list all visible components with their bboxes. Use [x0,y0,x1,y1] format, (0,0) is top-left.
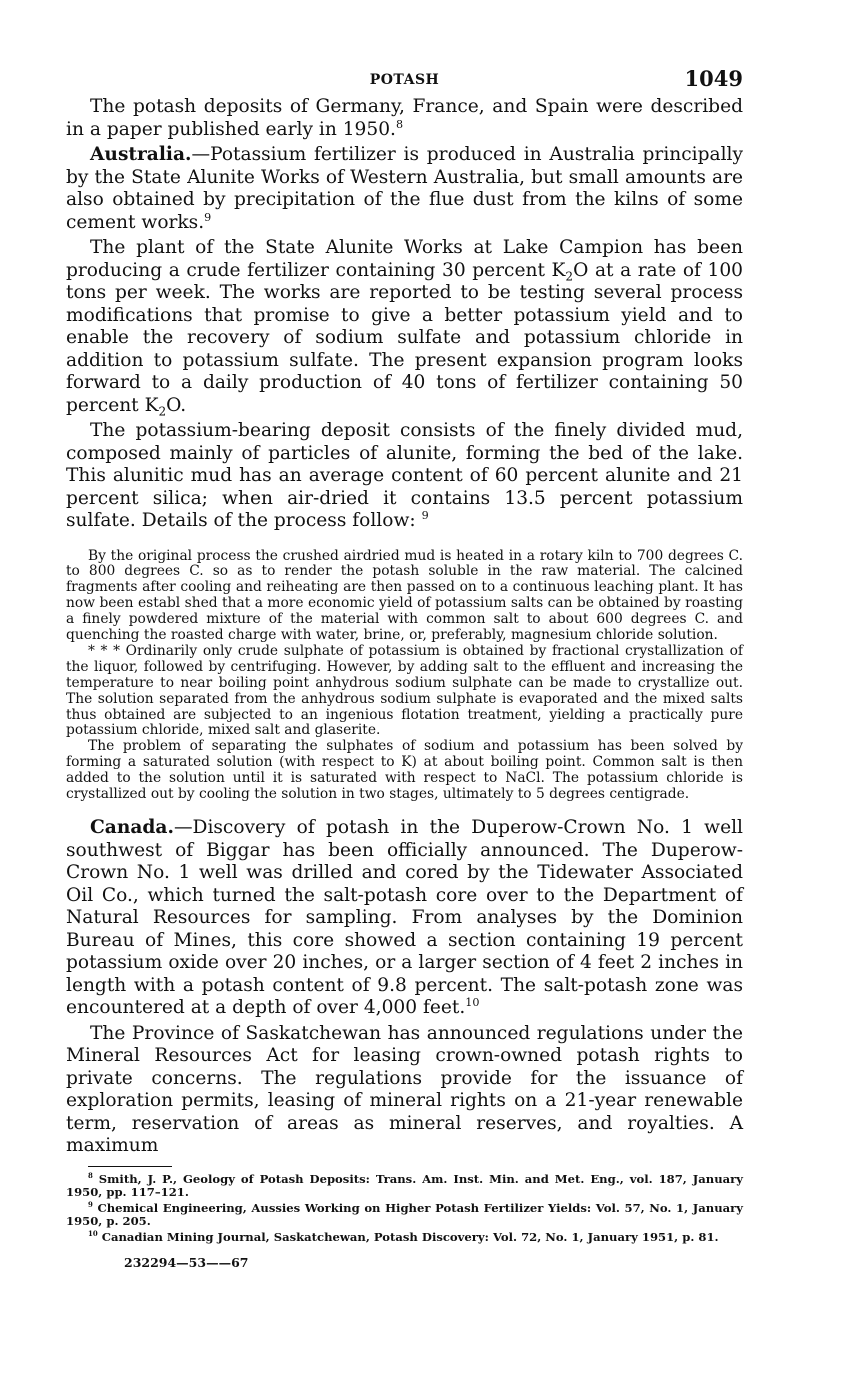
footnote-ref: 9 [421,508,429,522]
extract-paragraph: By the original process the crushed airdried mud is heated in a rotary kiln to 700 degrees C. to 800 degrees C. so as to render the potash soluble in the raw material. The calcined fragments after cooling and reiheating are then passed on to a continuous leaching plant. It has now been establ shed that a more economic yield of potassium salts can be obtained by roasting a finely powdered mixture of the material with common salt to about 600 degrees C. and quenching the roasted charge with water, brine, or, preferably, magnesium chloride solution. [66,547,743,644]
footnote: $^8$ Smith, J. P., Geology of Potash Deposits: Trans. Am. Inst. Min. and Met. Eng., vol. 187, January 1950, pp. 117–121. [66,1170,743,1199]
quoted-extract [66,549,743,804]
paragraph-intro: The potash deposits of Germany, France, and Spain were described in a paper published early in 1950.$^8$ [66,96,743,140]
section-heading-canada: Canada. [90,817,174,838]
paragraph-saskatchewan: The Province of Saskatchewan has announced regulations under the Mineral Resources Act for leasing crown-owned potash rights to private concerns. The regulations provide for the issuance of exploration permits, leasing of mineral rights on a 21-year renewable term, reservation of areas as mineral reserves, and royalties. A maximum [66,1022,743,1156]
footnote-ref: 10 [465,995,480,1009]
print-code: 232294—53——67 [124,1254,249,1270]
paragraph-deposit: The potassium-bearing deposit consists of the finely divided mud, composed mainly of particles of alunite, forming the bed of the lake. This alunitic mud has an average content of 60 percent alunite and 21 percent silica; when air-dried it contains 13.5 percent potassium sulfate. Details of the process follow: $^9$ [66,420,743,531]
page-header [66,62,743,96]
body-text [66,96,743,1158]
extract-paragraph: * * * Ordinarily only crude sulphate of potassium is obtained by fractional crystallization of the liquor, followed by centrifuging. However, by adding salt to the effluent and increasing the temperature to near boiling point anhydrous sodium sulphate can be made to crystallize out. The solution separated from the anhydrous sodium sulphate is evaporated and the mixed salts thus obtained are subjected to an ingenious flotation treatment, yielding a practically pure potassium chloride, mixed salt and glaserite. [66,642,743,739]
section-heading-australia: Australia. [90,144,192,165]
paragraph-lake-campion: The plant of the State Alunite Works at Lake Campion has been producing a crude fertilizer containing 30 percent $K_2O$ at a rate of 100 tons per week. The works are reported to be testing several process modifications that promise to give a better potassium yield and to enable the recovery of sodium sulfate and potassium chloride in addition to potassium sulfate. The present expansion program looks forward to a daily production of 40 tons of fertilizer containing 50 percent $K_2O$. [66,237,743,419]
document-page [66,62,743,1270]
footnote: $^9$ Chemical Engineering, Aussies Working on Higher Potash Fertilizer Yields: Vol. 57, No. 1, January 1950, p. 205. [66,1200,743,1229]
running-title: POTASH [369,72,440,88]
extract-paragraph: The problem of separating the sulphates of sodium and potassium has been solved by forming a saturated solution (with respect to K) at about boiling point. Common salt is then added to the solution until it is saturated with respect to NaCl. The potassium chloride is crystallized out by cooling the solution in two stages, ultimately to 5 degrees centigrade. [66,738,743,803]
footnote-ref: 9 [204,210,212,224]
footnote-ref: 8 [395,117,404,131]
footnote-divider [88,1166,172,1167]
footnote: $^{10}$ Canadian Mining Journal, Saskatchewan, Potash Discovery: Vol. 72, No. 1, January 1951, p. 81. [88,1229,719,1245]
page-number: 1049 [684,66,743,91]
paragraph-australia: Australia.—Potassium fertilizer is produced in Australia principally by the State Alunite Works of Western Australia, but small amounts are also obtained by precipitation of the flue dust from the kilns of some cement works.$^9$ [66,144,743,233]
paragraph-canada: Canada.—Discovery of potash in the Duperow-Crown No. 1 well southwest of Biggar has been officially announced. The Duperow-Crown No. 1 well was drilled and cored by the Tidewater Associated Oil Co., which turned the salt-potash core over to the Department of Natural Resources for sampling. From analyses by the Dominion Bureau of Mines, this core showed a section containing 19 percent potassium oxide over 20 inches, or a larger section of 4 feet 2 inches in length with a potash content of 9.8 percent. The salt-potash zone was encountered at a depth of over 4,000 feet.$^{10}$ [66,817,743,1018]
footnotes [66,1170,743,1245]
